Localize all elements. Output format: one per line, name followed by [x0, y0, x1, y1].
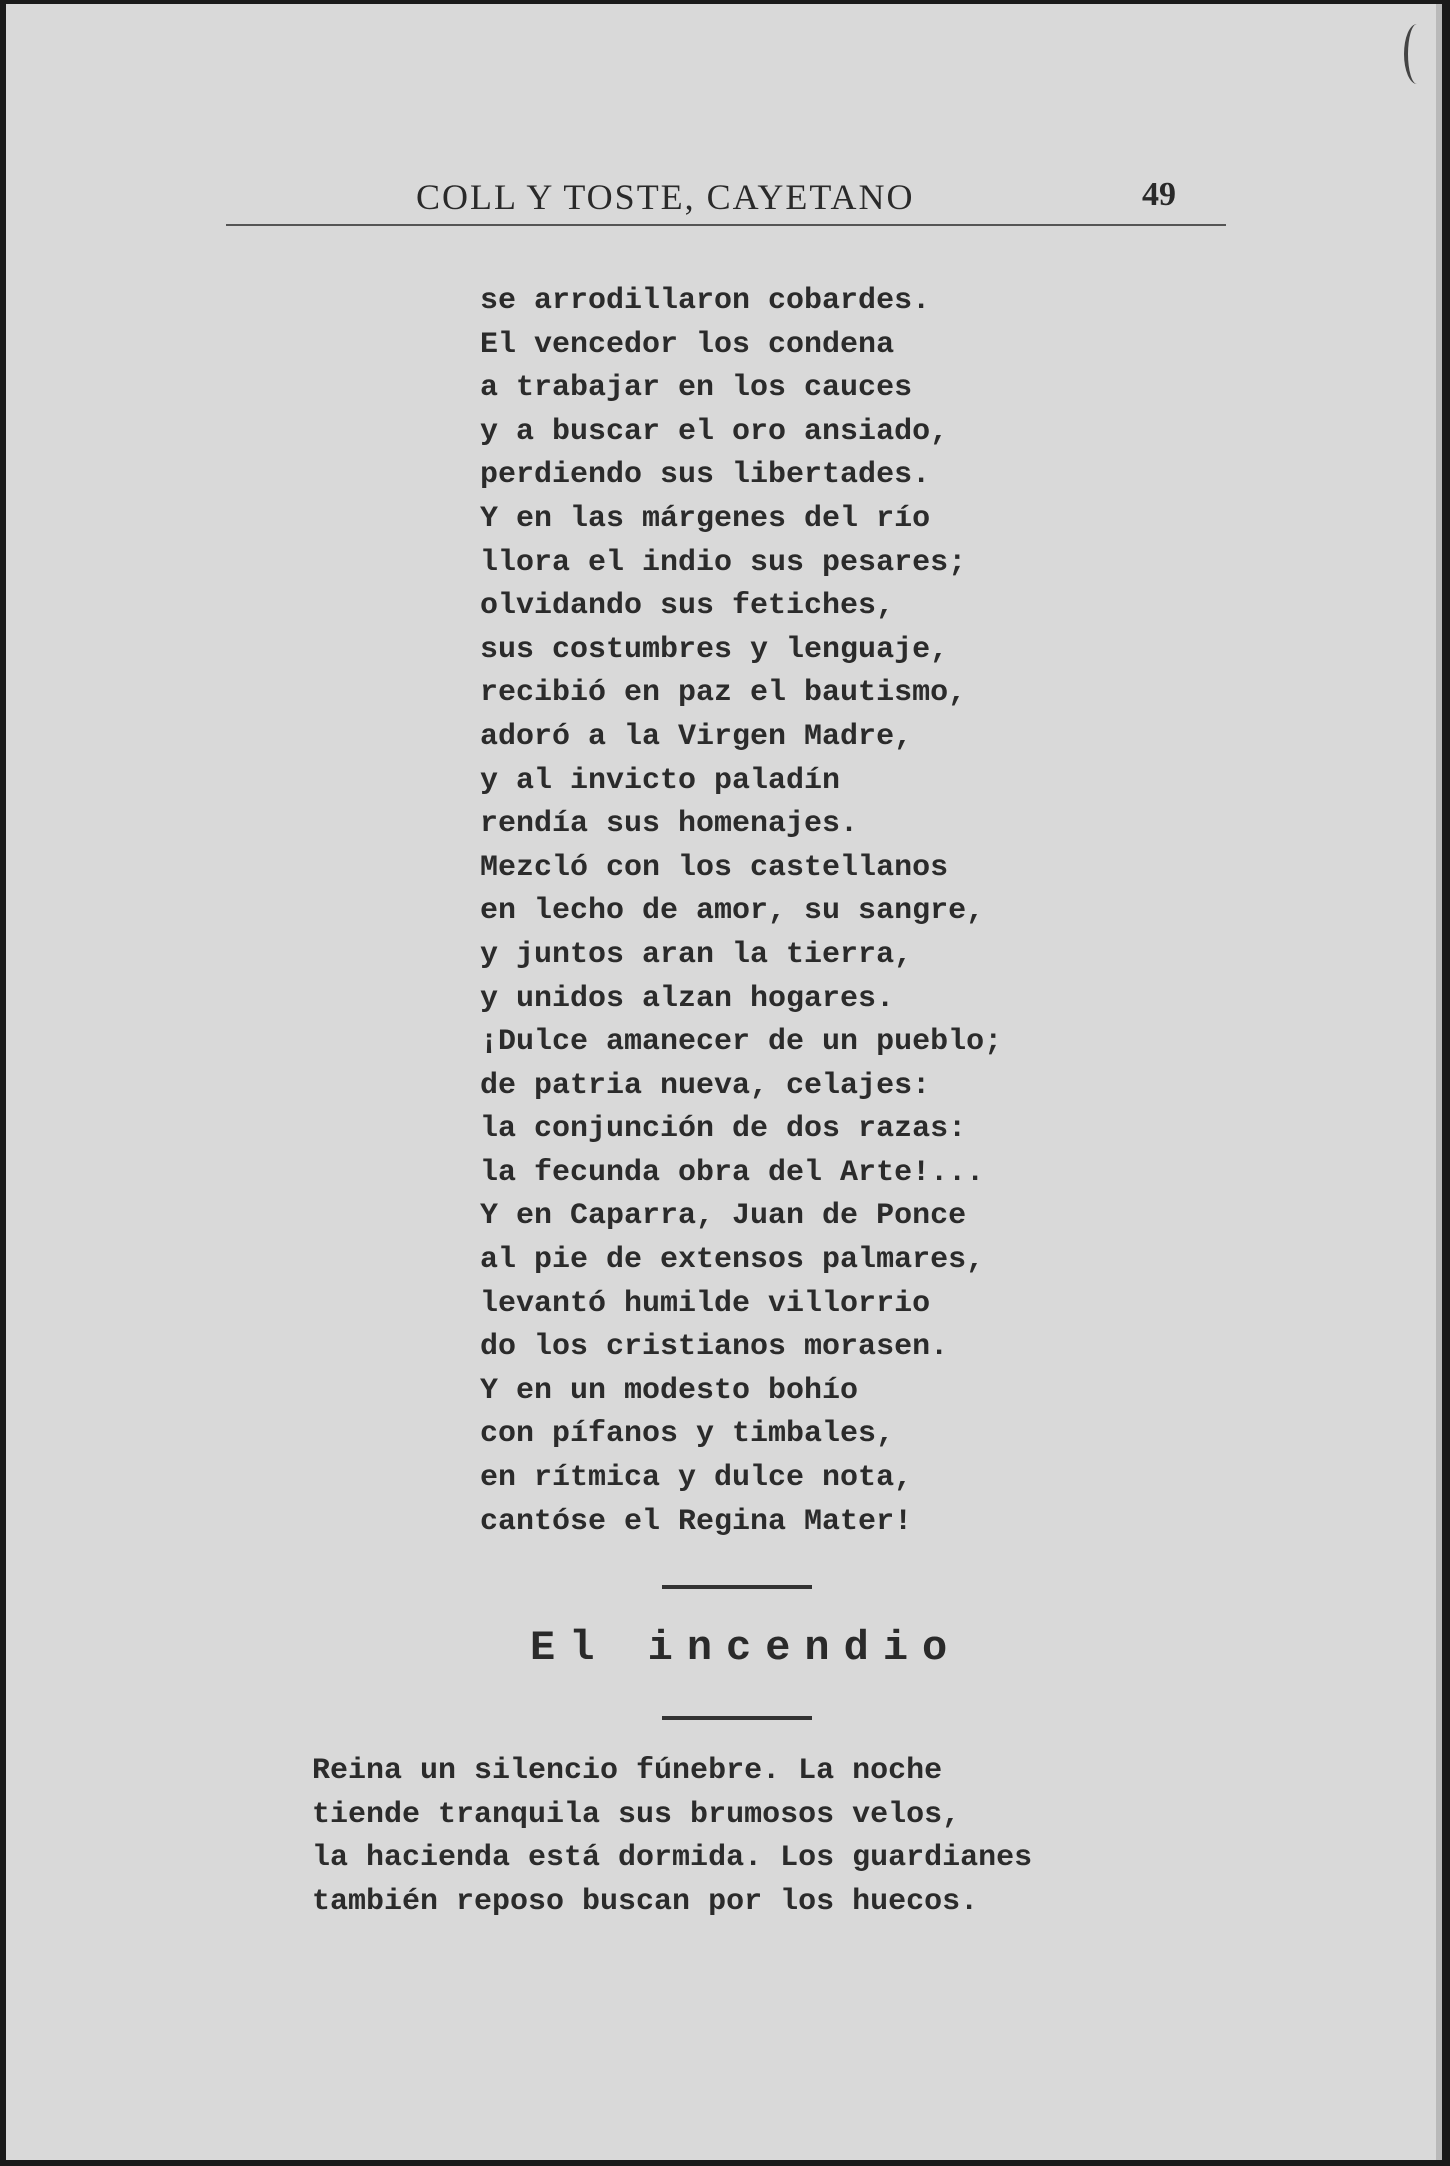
prose-line: también reposo buscan por los huecos. — [312, 1884, 979, 1919]
verse-line: y a buscar el oro ansiado, — [480, 414, 949, 449]
verse-line: Y en las márgenes del río — [480, 501, 931, 536]
book-page — [6, 4, 1442, 2160]
prose-block — [312, 1750, 1032, 1924]
verse-line: al pie de extensos palmares, — [480, 1243, 985, 1278]
verse-line: Y en Caparra, Juan de Ponce — [480, 1199, 967, 1234]
prose-line: tiende tranquila sus brumosos velos, — [312, 1797, 961, 1832]
verse-line: la fecunda obra del Arte!... — [480, 1155, 985, 1190]
section-title: El incendio — [530, 1624, 962, 1672]
verse-line: olvidando sus fetiches, — [480, 589, 895, 624]
verse-line: y unidos alzan hogares. — [480, 981, 895, 1016]
verse-line: rendía sus homenajes. — [480, 807, 859, 842]
verse-line: sus costumbres y lenguaje, — [480, 632, 949, 667]
verse-block — [480, 280, 1002, 1544]
verse-line: Mezcló con los castellanos — [480, 850, 949, 885]
verse-line: Y en un modesto bohío — [480, 1373, 859, 1408]
verse-line: recibió en paz el bautismo, — [480, 676, 967, 711]
prose-line: Reina un silencio fúnebre. La noche — [312, 1754, 943, 1788]
verse-line: cantóse el Regina Mater! — [480, 1504, 913, 1539]
verse-line: y juntos aran la tierra, — [480, 937, 913, 972]
running-head — [226, 172, 1226, 226]
prose-line: la hacienda está dormida. Los guardianes — [312, 1841, 1033, 1875]
verse-line: llora el indio sus pesares; — [480, 545, 967, 580]
verse-line: en rítmica y dulce nota, — [480, 1461, 913, 1496]
section-rule-top — [662, 1585, 812, 1589]
verse-line: de patria nueva, celajes: — [480, 1068, 931, 1103]
verse-line: El vencedor los condena — [480, 327, 895, 362]
page-corner-curl — [1404, 24, 1430, 84]
verse-line: do los cristianos morasen. — [480, 1330, 949, 1365]
verse-line: con pífanos y timbales, — [480, 1417, 895, 1452]
section-rule-bottom — [662, 1716, 812, 1720]
verse-line: levantó humilde villorrio — [480, 1286, 931, 1321]
verse-line: ¡Dulce amanecer de un pueblo; — [480, 1025, 1003, 1060]
verse-line: se arrodillaron cobardes. — [480, 284, 931, 318]
verse-line: perdiendo sus libertades. — [480, 458, 931, 493]
verse-line: la conjunción de dos razas: — [480, 1112, 967, 1147]
page-number: 49 — [1142, 176, 1176, 213]
verse-line: en lecho de amor, su sangre, — [480, 894, 985, 929]
running-head-title: COLL Y TOSTE, CAYETANO — [416, 177, 915, 217]
verse-line: a trabajar en los cauces — [480, 371, 913, 406]
verse-line: adoró a la Virgen Madre, — [480, 719, 913, 754]
verse-line: y al invicto paladín — [480, 763, 841, 798]
